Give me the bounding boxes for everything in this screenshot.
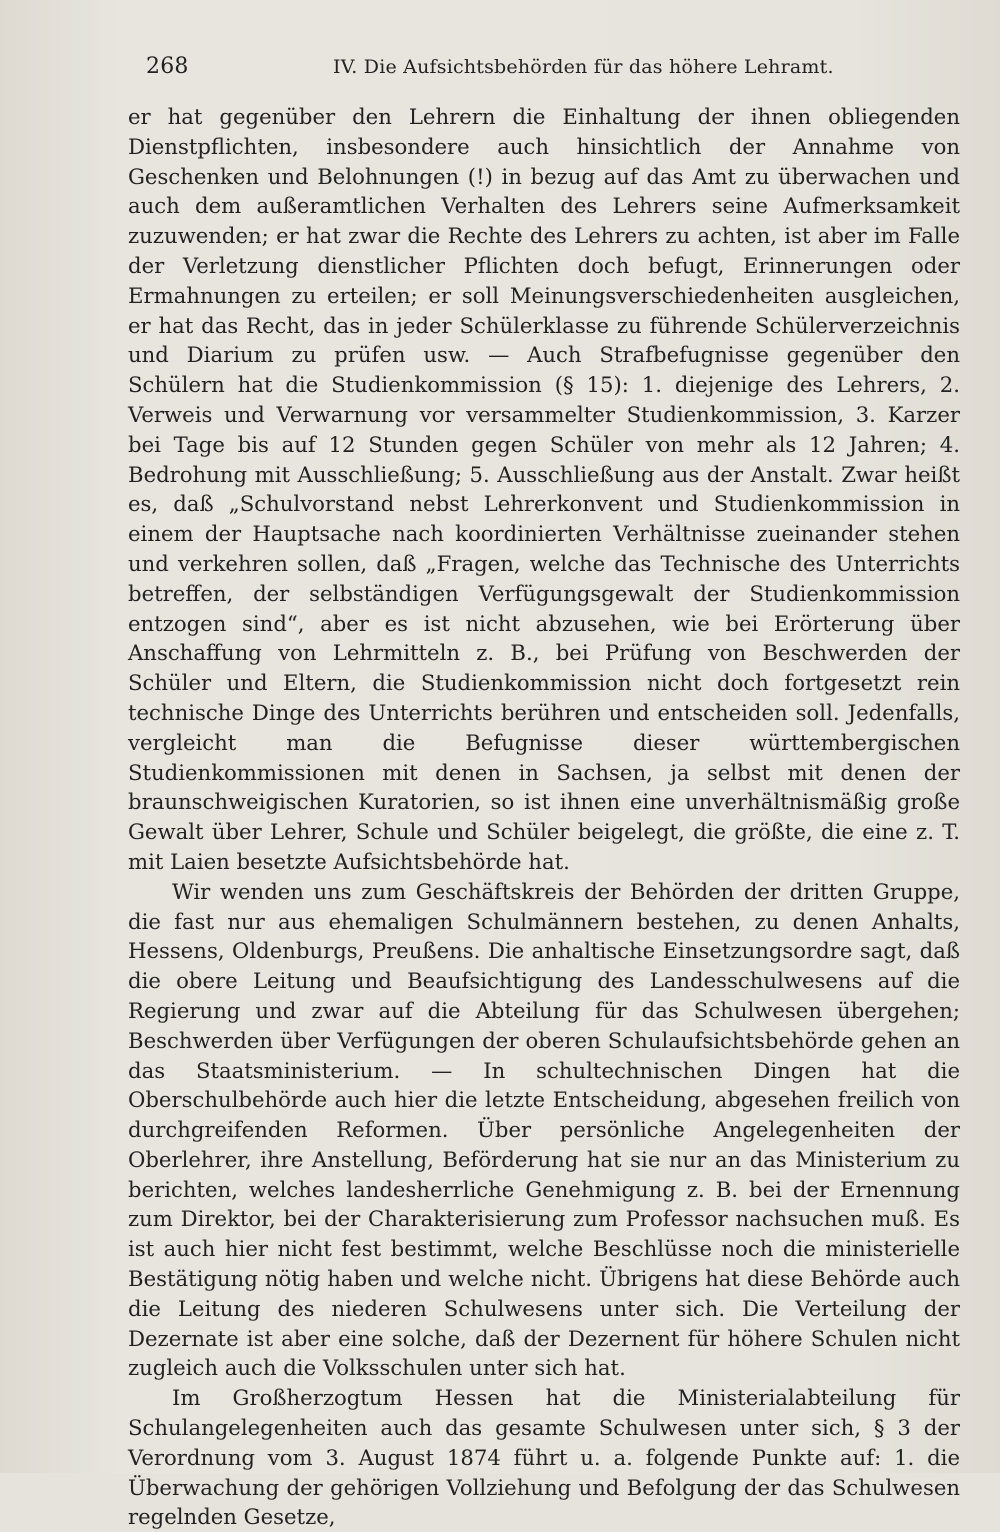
page-header bbox=[128, 48, 960, 88]
body-text bbox=[128, 102, 960, 1532]
paragraph-1: er hat gegenüber den Lehrern die Einhaltung der ihnen obliegenden Dienstpflichten, insbesondere auch hinsichtlich der Annahme von Geschenken und Belohnungen (!) in bezug auf das Amt zu überwachen und auch dem außeramtlichen Verhalten des Lehrers seine Aufmerksamkeit zuzuwenden; er hat zwar die Rechte des Lehrers zu achten, ist aber im Falle der Verletzung dienstlicher Pflichten doch befugt, Erinnerungen oder Ermahnungen zu erteilen; er soll Meinungsverschiedenheiten ausgleichen, er hat das Recht, das in jeder Schülerklasse zu führende Schülerverzeichnis und Diarium zu prüfen usw. — Auch Strafbefugnisse gegenüber den Schülern hat die Studienkommission (§ 15): 1. diejenige des Lehrers, 2. Verweis und Verwarnung vor versammelter Studienkommission, 3. Karzer bei Tage bis auf 12 Stunden gegen Schüler von mehr als 12 Jahren; 4. Bedrohung mit Ausschließung; 5. Ausschließung aus der Anstalt. Zwar heißt es, daß „Schulvorstand nebst Lehrerkonvent und Studienkommission in einem der Hauptsache nach koordinierten Verhältnisse zueinander stehen und verkehren sollen, daß „Fragen, welche das Technische des Unterrichts betreffen, der selbständigen Verfügungsgewalt der Studienkommission entzogen sind“, aber es ist nicht abzusehen, wie bei Erörterung über Anschaffung von Lehrmitteln z. B., bei Prüfung von Beschwerden der Schüler und Eltern, die Studienkommission nicht doch fortgesetzt rein technische Dinge des Unterrichts berühren und entscheiden soll. Jedenfalls, vergleicht man die Befugnisse dieser württembergischen Studienkommissionen mit denen in Sachsen, ja selbst mit denen der braunschweigischen Kuratorien, so ist ihnen eine unverhältnismäßig große Gewalt über Lehrer, Schule und Schüler beigelegt, die größte, die eine z. T. mit Laien besetzte Aufsichtsbehörde hat. bbox=[128, 104, 960, 874]
paragraph-3: Im Großherzogtum Hessen hat die Ministerialabteilung für Schulangelegenheiten auch das gesamte Schulwesen unter sich, § 3 der Verordnung vom 3. August 1874 führt u. a. folgende Punkte auf: 1. die Überwachung der gehörigen Vollziehung und Befolgung der das Schulwesen regelnden Gesetze, bbox=[128, 1385, 960, 1530]
page-number: 268 bbox=[146, 54, 189, 79]
paragraph-2: Wir wenden uns zum Geschäftskreis der Behörden der dritten Gruppe, die fast nur aus ehemaligen Schulmännern bestehen, zu denen Anhalts, Hessens, Oldenburgs, Preußens. Die anhaltische Einsetzungsordre sagt, daß die obere Leitung und Beaufsichtigung des Landesschulwesens auf die Regierung und zwar auf die Abteilung für das Schulwesen übergehen; Beschwerden über Verfügungen der oberen Schulaufsichtsbehörde gehen an das Staatsministerium. — In schultechnischen Dingen hat die Oberschulbehörde auch hier die letzte Entscheidung, abgesehen freilich von durchgreifenden Reformen. Über persönliche Angelegenheiten der Oberlehrer, ihre Anstellung, Beförderung hat sie nur an das Ministerium zu berichten, welches landesherrliche Genehmigung z. B. bei der Ernennung zum Direktor, bei der Charakterisierung zum Professor nachsuchen muß. Es ist auch hier nicht fest bestimmt, welche Beschlüsse noch die ministerielle Bestätigung nötig haben und welche nicht. Übrigens hat diese Behörde auch die Leitung des niederen Schulwesens unter sich. Die Verteilung der Dezernate ist aber eine solche, daß der Dezernent für höhere Schulen nicht zugleich auch die Volksschulen unter sich hat. bbox=[128, 878, 960, 1381]
running-head: IV. Die Aufsichtsbehörden für das höhere Lehramt. bbox=[333, 56, 834, 78]
